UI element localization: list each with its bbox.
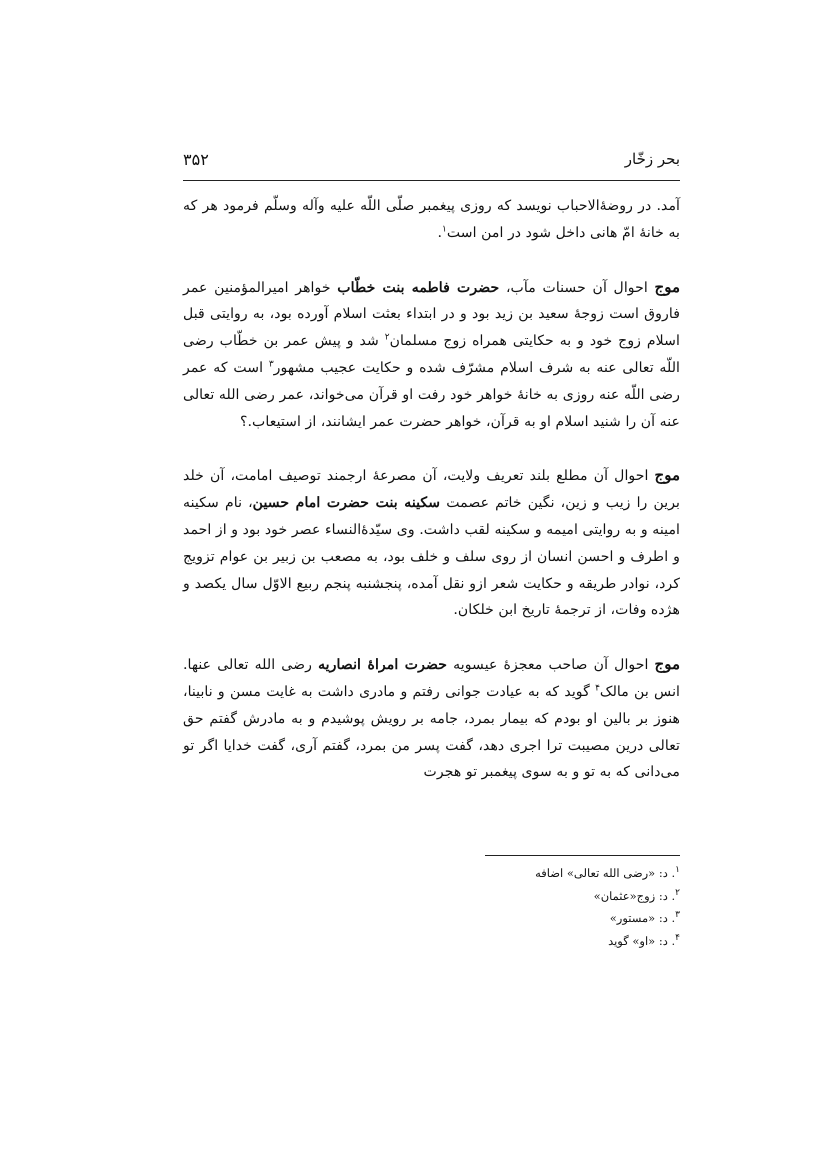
body-text <box>183 193 680 786</box>
highlighted-name: حضرت فاطمه بنت خطّاب <box>337 279 500 296</box>
page-number: ۳۵۲ <box>183 150 209 169</box>
footnote-number: ۲ <box>675 887 680 898</box>
footnote-ref-1: ۱ <box>441 224 447 235</box>
paragraph-ansariya <box>183 651 680 786</box>
footnote-ref-3: ۳ <box>268 359 274 370</box>
footnotes <box>380 862 680 952</box>
footnote-number: ۴ <box>675 932 680 943</box>
footnote-text: . د: «او» گوید <box>608 933 676 948</box>
paragraph-text: خواهر امیرالمؤمنین عمر فاروق است زوجۀ سعید بن زید بود و در ابتداء بعثت اسلام آورده بود، به روایتی قبل اسلام زوج خود و به حکایتی همراه زوج مسلمان <box>183 279 680 350</box>
paragraph-text: احوال آن حسنات مآب، <box>499 279 655 296</box>
footnote-divider <box>485 855 680 856</box>
paragraph-fatima <box>183 274 680 436</box>
paragraph-text: ، نام سکینه امینه و به روایتی امیمه و سکینه لقب داشت. وی سیّدۀالنساء عصر خود بود و از احمد و اطرف و احسن انسان از روی سلف و خلف بود، به مصعب بن زبیر بن عوام تزویج کرد، نوادر طریقه و حکایت شعر ازو نقل آمده، پنجشنبه پنجم ربیع الاوّل سال یکصد و هژده وفات، از ترجمۀ تاریخ ابن خلکان. <box>183 495 680 619</box>
footnote-ref-4: ۴ <box>595 683 600 694</box>
highlighted-name: حضرت امراۀ انصاریه <box>318 657 448 674</box>
footnote <box>380 885 680 908</box>
paragraph-sakina <box>183 462 680 624</box>
footnote-number: ۱ <box>675 865 680 876</box>
footnote-text: . د: زوج«عثمان» <box>593 888 676 903</box>
paragraph-text: احوال آن مطلع بلند تعریف ولایت، آن مصرعۀ ارجمند توصیف امامت، آن خلد برین را زیب و زین، نگین خاتم عصمت <box>183 468 680 512</box>
paragraph-text: رضی الله تعالی عنها. انس بن مالک <box>183 657 680 700</box>
paragraph-continuation <box>183 193 680 247</box>
footnote <box>380 930 680 953</box>
paragraph-end: . <box>437 224 442 241</box>
section-keyword: موج <box>654 277 680 296</box>
footnote-number: ۳ <box>675 910 680 921</box>
footnote-ref-2: ۲ <box>384 332 390 343</box>
footnote-text: . د: «رضی الله تعالی» اضافه <box>535 866 676 880</box>
running-header <box>183 148 680 181</box>
section-keyword: موج <box>654 655 680 674</box>
paragraph-text: شد و پیش عمر بن خطّاب رضی اللّه تعالی عنه به شرف اسلام مشرّف شده و حکایت عجیب مشهور <box>183 333 680 376</box>
paragraph-text: آمد. در روضۀالاحباب نویسد که روزی پیغمبر صلّی اللّه علیه وآله وسلّم فرمود هر که به خانۀ امّ هانی داخل شود در امن است <box>183 198 680 241</box>
running-title: بحر زخّار <box>624 150 680 168</box>
paragraph-text: احوال آن صاحب معجزۀ عیسویه <box>447 657 655 674</box>
paragraph-text: است که عمر رضی اللّه عنه روزی به خانۀ خواهر خود رفت او قرآن می‌خواند، عمر رضی الله تعالی عنه آن را شنید اسلام او به قرآن، خواهر حضرت عمر ایشانند، از استیعاب.؟ <box>183 359 680 430</box>
section-keyword: موج <box>654 466 680 485</box>
footnote <box>380 862 680 885</box>
highlighted-name: سکینه بنت حضرت امام حسین <box>252 495 441 512</box>
paragraph-text: گوید که به عیادت جوانی رفتم و مادری داشت به غایت مسن و نابینا، هنوز بر بالین او بودم که بیمار بمرد، جامه بر رویش پوشیدم و به مادرش گفتم حق تعالی درین مصیبت ترا اجری دهد، گفت پسر من بمرد، گفتم آری، گفت خدایا اگر تو می‌دانی که به تو و به سوی پیغمبر تو هجرت <box>183 683 680 781</box>
footnote <box>380 907 680 930</box>
footnote-text: . د: «مستور» <box>609 911 676 925</box>
